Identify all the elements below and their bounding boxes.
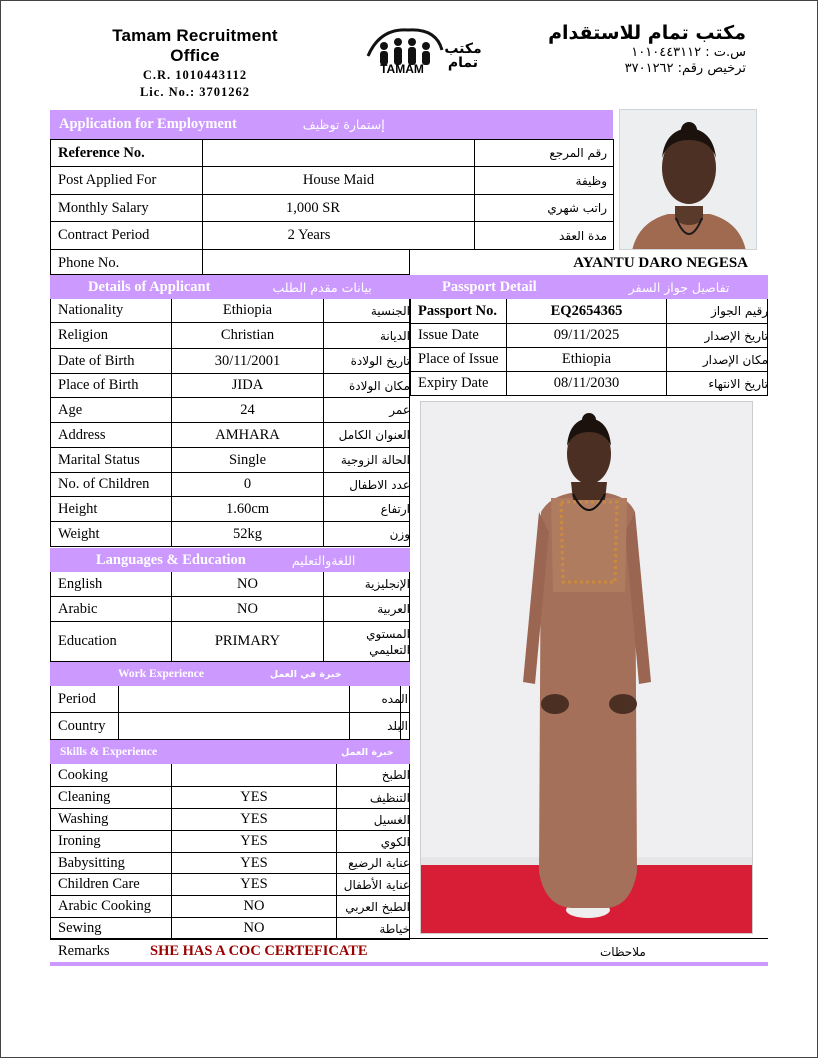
details-row-5-ar: العنوان الكامل (338, 428, 410, 442)
passport-title-bar (410, 275, 768, 299)
skills-row-1-value[interactable]: YES (240, 789, 268, 805)
applicant-full-photo (420, 401, 753, 934)
work-row-1-value[interactable] (119, 713, 349, 739)
details-row-2-label: Date of Birth (58, 352, 135, 369)
details-row-1-value[interactable]: Christian (220, 327, 275, 343)
passport-row-2-value[interactable]: Ethiopia (561, 351, 612, 367)
cr-number-en: C.R. 1010443112 (142, 68, 248, 82)
contract-value[interactable]: 2 Years (287, 227, 331, 243)
languages-title-bar (50, 548, 410, 572)
skills-row-1-label: Cleaning (58, 789, 111, 805)
details-row-3-ar: مكان الولادة (348, 378, 410, 393)
license-number-ar: ترخيص رقم: ٣٧٠١٢٦٢ (624, 61, 746, 76)
languages-title-ar: اللغةوالتعليم (291, 552, 356, 568)
skills-row-6-ar: الطبخ العربي (345, 899, 410, 914)
work-title-en: Work Experience (118, 668, 204, 680)
details-row-9-label: Weight (58, 525, 100, 542)
remarks-value: SHE HAS A COC CERTEFICATE (150, 943, 368, 959)
license-number-en: Lic. No.: 3701262 (139, 85, 251, 99)
skills-row-6-label: Arabic Cooking (58, 898, 152, 914)
post-label-ar: وظيفة (575, 173, 607, 188)
post-value[interactable]: House Maid (302, 172, 375, 188)
skills-row-0-ar: الطبخ (381, 768, 410, 782)
office-header-ar (520, 22, 746, 76)
skills-title-ar: خبرة العمل (341, 746, 394, 758)
skills-row-7-ar: خياطة (379, 921, 410, 936)
languages-row-1-ar: العربية (377, 602, 410, 616)
applicant-head-photo (619, 109, 757, 250)
skills-row-3-label: Ironing (58, 833, 101, 849)
salary-label-ar: راتب شهري (547, 201, 607, 215)
post-label: Post Applied For (58, 172, 157, 188)
passport-title-ar: تفاصيل جواز السفر (628, 279, 730, 295)
languages-row-0-value[interactable]: NO (237, 575, 258, 592)
languages-row-0-ar: الإنجليزية (364, 577, 410, 591)
skills-row-5-ar: عناية الأطفال (343, 877, 410, 892)
details-row-5-label: Address (58, 426, 106, 443)
details-row-6-value[interactable]: Single (228, 451, 267, 468)
passport-row-0-value[interactable]: EQ2654365 (550, 302, 623, 319)
passport-row-2-ar: مكان الإصدار (702, 352, 768, 367)
skills-row-4-value[interactable]: YES (240, 854, 268, 871)
details-row-8-ar: ارتفاع (380, 502, 410, 516)
work-row-0-value[interactable] (119, 686, 349, 712)
cr-number-ar: س.ت : ١٠١٠٤٤٣١١٢ (631, 45, 746, 60)
logo-text-en: TAMAM (380, 62, 424, 76)
skills-row-4-ar: عناية الرضيع (348, 856, 410, 870)
skills-row-7-label: Sewing (58, 920, 102, 936)
skills-row-5-label: Children Care (58, 876, 140, 892)
skills-title-en: Skills & Experience (60, 746, 158, 758)
passport-title-en: Passport Detail (442, 278, 537, 295)
phone-label: Phone No. (58, 254, 120, 271)
skills-row-3-value[interactable]: YES (240, 833, 268, 849)
skills-row-1-ar: التنظيف (369, 790, 410, 805)
application-title-bar (50, 110, 613, 139)
details-row-7-ar: عدد الاطفال (349, 477, 410, 492)
details-row-5-value[interactable]: AMHARA (215, 426, 280, 443)
details-row-3-label: Place of Birth (58, 377, 139, 393)
passport-row-0-label: Passport No. (418, 302, 497, 319)
passport-row-3-label: Expiry Date (418, 375, 489, 391)
office-name-en: Tamam Recruitment Office (112, 26, 278, 65)
details-row-7-label: No. of Children (58, 476, 150, 492)
details-row-3-value[interactable]: JIDA (231, 377, 264, 393)
details-row-0-label: Nationality (58, 302, 124, 318)
logo-text-ar: مكتب تمام (444, 41, 482, 71)
details-title-en: Details of Applicant (88, 278, 211, 295)
details-title-bar (50, 275, 410, 299)
passport-row-0-ar: رقيم الجواز (710, 304, 768, 318)
languages-row-2-value[interactable]: PRIMARY (214, 633, 281, 649)
skills-row-5-value[interactable]: YES (240, 876, 268, 892)
phone-value[interactable] (203, 251, 409, 275)
salary-label: Monthly Salary (58, 199, 149, 216)
work-row-0-ar: المده (381, 692, 408, 706)
applicant-name: AYANTU DARO NEGESA (573, 254, 748, 271)
details-row-1-ar: الديانة (379, 328, 410, 343)
skills-row-6-value[interactable]: NO (243, 898, 265, 914)
work-row-1-label: Country (58, 717, 106, 734)
work-title-ar: خبرة في العمل (269, 668, 342, 680)
office-header-en (92, 26, 298, 100)
skills-row-0-label: Cooking (58, 766, 108, 783)
languages-row-1-value[interactable]: NO (237, 600, 258, 617)
skills-row-2-label: Washing (58, 811, 109, 827)
work-row-1-ar: البلد (387, 719, 408, 733)
details-row-6-ar: الحالة الزوجية (340, 453, 410, 467)
remarks-label-ar: ملاحظات (600, 944, 646, 959)
skills-row-2-value[interactable]: YES (240, 811, 268, 827)
reference-label-ar: رقم المرجع (549, 146, 607, 160)
details-row-2-ar: تاريخ الولادة (350, 354, 410, 368)
application-title-ar: إستمارة توظيف (302, 117, 385, 132)
details-row-6-label: Marital Status (58, 451, 140, 468)
details-row-9-ar: وزن (389, 527, 410, 541)
contract-label: Contract Period (58, 227, 150, 243)
details-row-4-value[interactable]: 24 (240, 401, 255, 418)
application-title-en: Application for Employment (59, 116, 237, 132)
skills-row-0-value[interactable] (172, 764, 336, 786)
passport-row-1-value[interactable]: 09/11/2025 (553, 327, 620, 343)
languages-title-en: Languages & Education (96, 551, 246, 568)
languages-row-2-ar: المستوي التعليمي (366, 626, 410, 657)
details-row-1-label: Religion (58, 327, 108, 343)
skills-row-3-ar: الكوي (380, 834, 410, 849)
details-row-9-value[interactable]: 52kg (233, 525, 262, 542)
office-name-ar: مكتب تمام للاستقدام (548, 22, 746, 44)
work-title-bar (50, 662, 410, 686)
salary-value[interactable]: 1,000 SR (286, 199, 340, 216)
passport-row-2-label: Place of Issue (418, 351, 499, 367)
passport-row-3-value[interactable]: 08/11/2030 (553, 375, 620, 391)
details-row-0-ar: الجنسية (370, 303, 410, 318)
details-row-8-value[interactable]: 1.60cm (225, 500, 270, 517)
details-row-4-ar: عمر (389, 403, 410, 417)
details-row-8-label: Height (58, 500, 98, 517)
languages-row-2-label: Education (58, 633, 117, 649)
details-row-4-label: Age (58, 401, 83, 418)
remarks-label: Remarks (58, 943, 110, 959)
details-row-2-value[interactable]: 30/11/2001 (214, 352, 281, 369)
skills-row-2-ar: الغسيل (373, 812, 410, 827)
languages-row-0-label: English (58, 575, 103, 592)
contract-label-ar: مدة العقد (559, 228, 607, 243)
details-row-7-value[interactable]: 0 (243, 476, 252, 492)
bottom-accent-bar (50, 962, 768, 966)
languages-row-1-label: Arabic (58, 600, 98, 617)
skills-title-bar (50, 740, 410, 764)
skills-row-7-value[interactable]: NO (243, 920, 265, 936)
passport-row-1-label: Issue Date (418, 327, 479, 343)
details-row-0-value[interactable]: Ethiopia (222, 302, 273, 318)
details-title-ar: بيانات مقدم الطلب (272, 279, 372, 295)
reference-value[interactable] (203, 140, 474, 166)
passport-row-3-ar: تاريخ الانتهاء (708, 376, 768, 391)
work-row-0-label: Period (58, 690, 96, 707)
passport-row-1-ar: تاريخ الإصدار (704, 328, 768, 343)
skills-row-4-label: Babysitting (58, 854, 125, 871)
reference-label: Reference No. (58, 144, 145, 161)
